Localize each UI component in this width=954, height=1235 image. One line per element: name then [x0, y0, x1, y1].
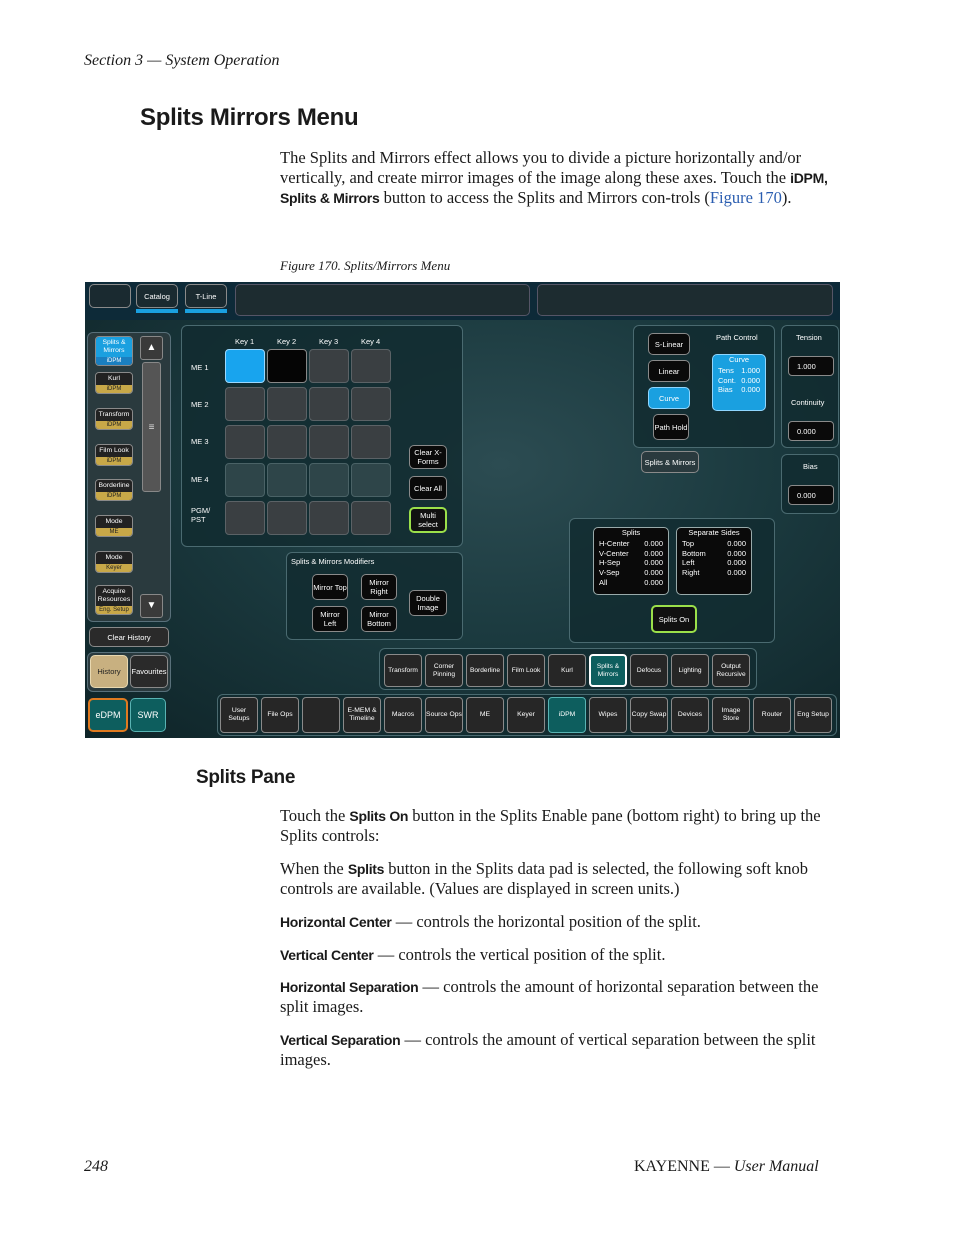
key-cell[interactable]: [351, 349, 391, 383]
key-cell[interactable]: [225, 425, 265, 459]
nav-button-12[interactable]: Image Store: [712, 697, 750, 733]
sidebar-item-label: Mode: [96, 516, 132, 528]
pad-value: 0.000: [727, 548, 746, 558]
nav-button-5[interactable]: Source Ops: [425, 697, 463, 733]
history-button[interactable]: History: [90, 655, 128, 688]
pad-row: [677, 558, 751, 568]
def-horizontal-center: [280, 912, 840, 932]
key-cell[interactable]: [267, 463, 307, 497]
intro-text-1: The Splits and Mirrors effect allows you to divide a picture horizontally and/or vertically, and create mirror images of the image along these axes. Touch the: [280, 148, 802, 187]
key-cell[interactable]: [225, 501, 265, 535]
p1-text-a: Touch the: [280, 806, 350, 825]
key-cell[interactable]: [309, 349, 349, 383]
sidebar-item-label: Kurl: [96, 373, 132, 385]
scroll-up-icon[interactable]: ▲: [140, 336, 163, 360]
menu-button-3[interactable]: Film Look: [507, 654, 545, 687]
path-hold-button[interactable]: Path Hold: [653, 414, 689, 440]
key-cell[interactable]: [225, 463, 265, 497]
mirror-right-button[interactable]: Mirror Right: [361, 574, 397, 600]
def-desc: — controls the amount of vertical separation between the split images.: [280, 1030, 816, 1069]
me-row-label: PGM/ PST: [191, 506, 211, 524]
key-column-label: Key 4: [361, 337, 381, 346]
sidebar-item-label: Borderline: [96, 480, 132, 492]
path-control-title: Path Control: [716, 333, 758, 342]
pad-value: 0.000: [644, 558, 663, 568]
sidebar-item[interactable]: [95, 336, 133, 366]
sidebar-item-label: Mode: [96, 552, 132, 564]
sidebar-item-sub: iDPM: [96, 357, 132, 365]
s-linear-button[interactable]: S-Linear: [648, 333, 690, 355]
me-row-label: ME 3: [191, 437, 209, 446]
pad-row: [594, 549, 668, 559]
key-cell[interactable]: [267, 349, 307, 383]
intro-button-name: iDPM, Splits & Mirrors: [280, 170, 828, 206]
clear-all-button[interactable]: Clear All: [409, 476, 447, 500]
nav-button-14[interactable]: Eng Setup: [794, 697, 832, 733]
intro-text-3: ).: [781, 188, 792, 207]
def-desc: — controls the amount of horizontal separation between the split images.: [280, 977, 819, 1016]
pad-row: [594, 558, 668, 568]
splits-on-term: Splits On: [349, 808, 409, 824]
def-term: Vertical Center: [280, 947, 374, 963]
menu-button-0[interactable]: Transform: [384, 654, 422, 687]
sidebar-item-sub: Keyer: [96, 564, 132, 572]
mirror-bottom-button[interactable]: Mirror Bottom: [361, 606, 397, 632]
menu-button-4[interactable]: Kurl: [548, 654, 586, 687]
menu-button-2[interactable]: Borderline: [466, 654, 504, 687]
nav-button-2[interactable]: [302, 697, 340, 733]
key-cell[interactable]: [351, 387, 391, 421]
pad-row: [594, 539, 668, 549]
tension-knob[interactable]: 1.000: [788, 356, 834, 376]
scroll-down-icon[interactable]: ▼: [140, 594, 163, 618]
footer-manual: [634, 1158, 819, 1176]
edpm-button[interactable]: eDPM: [88, 698, 128, 732]
pad-row: [713, 366, 765, 376]
sidebar-item-sub: iDPM: [96, 385, 132, 393]
separate-sides-pad[interactable]: [676, 527, 752, 595]
key-column-label: Key 3: [319, 337, 339, 346]
pad-value: 0.000: [644, 577, 663, 587]
sidebar-item-label: Transform: [96, 409, 132, 421]
splits-pane-heading: Splits Pane: [196, 767, 296, 788]
key-cell[interactable]: [309, 463, 349, 497]
bias-knob[interactable]: 0.000: [788, 485, 834, 505]
manual-title: User Manual: [733, 1158, 819, 1175]
pad-value: 0.000: [644, 568, 663, 578]
splits-mirrors-screenshot: [85, 282, 840, 738]
key-column-label: Key 1: [235, 337, 255, 346]
top-blank-button[interactable]: [89, 284, 131, 308]
splits-on-paragraph: [280, 806, 840, 846]
pad-value: 0.000: [644, 538, 663, 548]
tension-label: Tension: [796, 333, 822, 342]
pad-param: Top: [682, 538, 695, 548]
nav-button-6[interactable]: ME: [466, 697, 504, 733]
splits-mirrors-tab[interactable]: Splits & Mirrors: [641, 451, 699, 473]
p2-text-c: button in the Splits data pad is selected, the following soft knob controls are available. (Values are displayed in screen units.): [280, 859, 809, 898]
bias-label: Bias: [803, 462, 818, 471]
key-cell[interactable]: [309, 501, 349, 535]
top-display-right: [537, 284, 833, 316]
key-cell[interactable]: [225, 349, 265, 383]
def-horizontal-separation: [280, 977, 840, 1017]
multi-select-button[interactable]: Multi select: [409, 507, 447, 533]
pad-param: V-Center: [599, 548, 629, 558]
nav-button-7[interactable]: Keyer: [507, 697, 545, 733]
key-cell[interactable]: [309, 387, 349, 421]
pad-param: V-Sep: [599, 568, 620, 578]
def-desc: — controls the horizontal position of the split.: [391, 912, 701, 931]
def-term: Horizontal Separation: [280, 979, 419, 995]
sidebar-item-sub: Eng. Setup: [96, 606, 132, 614]
sidebar-item-sub: iDPM: [96, 457, 132, 465]
sidebar-item[interactable]: [95, 444, 133, 466]
continuity-label: Continuity: [791, 398, 825, 407]
swr-button[interactable]: SWR: [130, 698, 166, 732]
pad-row: [594, 578, 668, 588]
nav-button-8[interactable]: iDPM: [548, 697, 586, 733]
def-term: Horizontal Center: [280, 914, 392, 930]
sidebar-item-sub: iDPM: [96, 421, 132, 429]
nav-button-10[interactable]: Copy Swap: [630, 697, 668, 733]
nav-button-1[interactable]: File Ops: [261, 697, 299, 733]
menu-button-7[interactable]: Lighting: [671, 654, 709, 687]
nav-button-11[interactable]: Devices: [671, 697, 709, 733]
sidebar-item[interactable]: [95, 585, 133, 615]
key-column-label: Key 2: [277, 337, 297, 346]
pad-row: [713, 376, 765, 386]
menu-button-6[interactable]: Defocus: [630, 654, 668, 687]
me-row-label: ME 4: [191, 475, 209, 484]
me-row-label: ME 1: [191, 363, 209, 372]
pad-value: 0.000: [727, 568, 746, 578]
pad-row: [713, 385, 765, 395]
sidebar-item-sub: ME: [96, 528, 132, 536]
tline-indicator: [185, 309, 227, 313]
pad-row: [677, 568, 751, 578]
def-vertical-center: [280, 945, 840, 965]
curve-button[interactable]: Curve: [648, 387, 690, 409]
catalog-indicator: [136, 309, 178, 313]
key-cell[interactable]: [267, 387, 307, 421]
def-vertical-separation: [280, 1030, 840, 1070]
me-row-label: ME 2: [191, 400, 209, 409]
nav-button-4[interactable]: Macros: [384, 697, 422, 733]
page-title: Splits Mirrors Menu: [140, 104, 359, 131]
pad-param: Bias: [718, 385, 733, 395]
menu-button-1[interactable]: Corner Pinning: [425, 654, 463, 687]
splits-pad-title: Splits: [621, 528, 641, 537]
nav-button-3[interactable]: E-MEM & Timeline: [343, 697, 381, 733]
nav-button-9[interactable]: Wipes: [589, 697, 627, 733]
modifiers-title: Splits & Mirrors Modifiers: [291, 557, 375, 566]
sidebar-item-label: Acquire Resources: [96, 586, 132, 606]
pad-param: Tens: [718, 365, 734, 375]
def-term: Vertical Separation: [280, 1032, 401, 1048]
pad-value: 0.000: [741, 385, 760, 395]
sidebar-item[interactable]: [95, 408, 133, 430]
menu-button-5[interactable]: Splits & Mirrors: [589, 654, 627, 687]
figure-caption: Figure 170. Splits/Mirrors Menu: [280, 258, 451, 273]
pad-row: [677, 549, 751, 559]
favourites-button[interactable]: Favourites: [130, 655, 168, 688]
mirror-left-button[interactable]: Mirror Left: [312, 606, 348, 632]
page-number: 248: [84, 1158, 108, 1175]
sidebar-item[interactable]: [95, 372, 133, 394]
pad-param: Bottom: [682, 548, 706, 558]
key-cell[interactable]: [351, 425, 391, 459]
mirror-top-button[interactable]: Mirror Top: [312, 574, 348, 600]
pad-param: Right: [682, 568, 700, 578]
sidebar-item-label: Splits & Mirrors: [96, 337, 132, 357]
pad-row: [677, 539, 751, 549]
figure-link[interactable]: Figure 170: [709, 188, 782, 207]
key-cell[interactable]: [351, 463, 391, 497]
curve-data-pad[interactable]: [712, 354, 766, 411]
p1-text-c: button in the Splits Enable pane (bottom right) to bring up the Splits controls:: [280, 806, 821, 845]
pad-param: Left: [682, 558, 695, 568]
linear-button[interactable]: Linear: [648, 360, 690, 382]
pad-value: 0.000: [727, 558, 746, 568]
top-display-left: [235, 284, 530, 316]
clear-xforms-button[interactable]: Clear X-Forms: [409, 445, 447, 469]
menu-button-8[interactable]: Output Recursive: [712, 654, 750, 687]
sides-pad-title: Separate Sides: [688, 528, 740, 537]
intro-paragraph: [280, 148, 840, 208]
key-cell[interactable]: [267, 501, 307, 535]
key-cell[interactable]: [309, 425, 349, 459]
pad-param: Cont.: [718, 375, 736, 385]
pad-value: 0.000: [741, 375, 760, 385]
continuity-knob[interactable]: 0.000: [788, 421, 834, 441]
pad-value: 1.000: [741, 365, 760, 375]
sidebar-item[interactable]: [95, 515, 133, 537]
sidebar-item[interactable]: [95, 551, 133, 573]
key-cell[interactable]: [351, 501, 391, 535]
pad-param: All: [599, 577, 608, 587]
sidebar-item-sub: iDPM: [96, 492, 132, 500]
key-cell[interactable]: [267, 425, 307, 459]
pad-value: 0.000: [644, 548, 663, 558]
splits-term: Splits: [347, 861, 385, 877]
splits-data-pad[interactable]: [593, 527, 669, 595]
double-image-button[interactable]: Double Image: [409, 590, 447, 616]
manual-sep: —: [709, 1158, 734, 1175]
nav-button-0[interactable]: User Setups: [220, 697, 258, 733]
sidebar-item[interactable]: [95, 479, 133, 501]
intro-text-2: button to access the Splits and Mirrors con-trols (: [379, 188, 710, 207]
catalog-button[interactable]: Catalog: [136, 284, 178, 308]
section-header: Section 3 — System Operation: [84, 52, 280, 69]
manual-name: KAYENNE: [634, 1158, 710, 1175]
scrollbar-thumb[interactable]: ≡: [142, 362, 161, 492]
key-cell[interactable]: [225, 387, 265, 421]
p2-text-a: When the: [280, 859, 348, 878]
sidebar-item-label: Film Look: [96, 445, 132, 457]
clear-history-button[interactable]: Clear History: [89, 627, 169, 647]
pad-param: H-Center: [599, 538, 630, 548]
nav-button-13[interactable]: Router: [753, 697, 791, 733]
pad-param: H-Sep: [599, 558, 621, 568]
splits-button-paragraph: [280, 859, 840, 899]
splits-on-button[interactable]: Splits On: [651, 605, 697, 633]
def-desc: — controls the vertical position of the split.: [373, 945, 666, 964]
pad-row: [594, 568, 668, 578]
tline-button[interactable]: T-Line: [185, 284, 227, 308]
curve-pad-title: Curve: [728, 355, 749, 364]
pad-value: 0.000: [727, 538, 746, 548]
